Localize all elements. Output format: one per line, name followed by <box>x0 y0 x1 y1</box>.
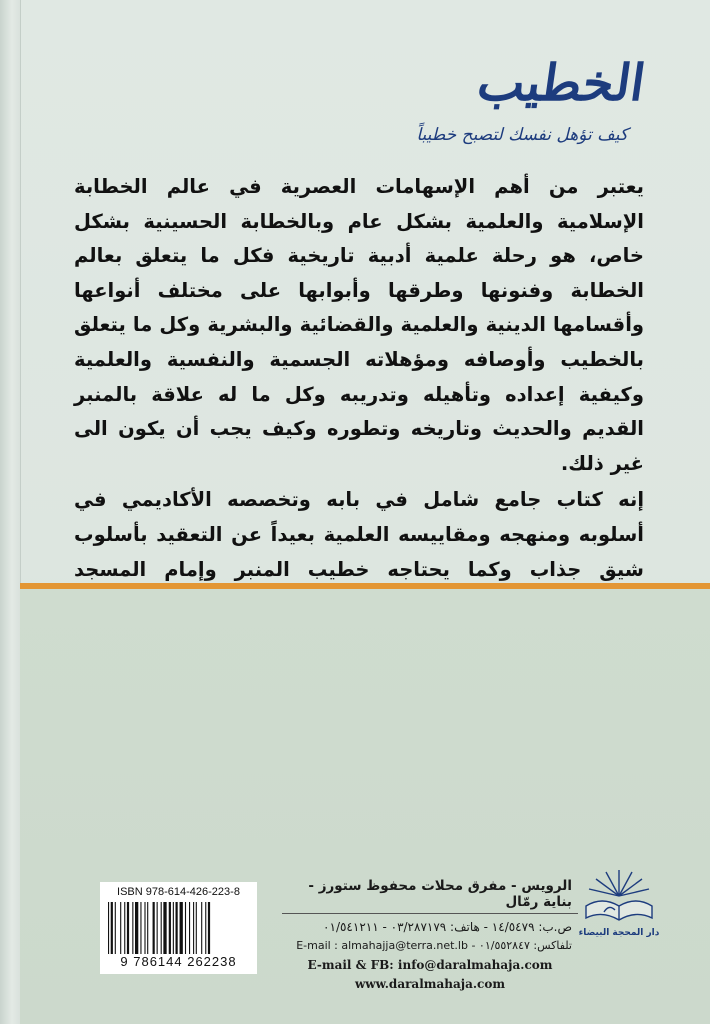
description-paragraph: إنه كتاب جامع شامل في بابه وتخصصه الأكاديمي في أسلوبه ومنهجه ومقاييسه العلمية بعيداً عن التعقيد بأسلوب شيق جذاب وكما يحتاجه خطيب المنبر وإمام المسجد <box>74 488 644 581</box>
barcode-bars <box>108 902 249 954</box>
barcode-label <box>100 882 257 974</box>
publisher-phone: ص.ب: ١٤/٥٤٧٩ - هاتف: ٠٣/٢٨٧١٧٩ - ٠١/٥٤١٢١١ <box>323 920 572 934</box>
book-title: الخطيب <box>474 53 650 112</box>
book-spine <box>0 0 21 1024</box>
isbn-number: ISBN 978-614-426-223-8 <box>117 886 240 898</box>
book-subtitle: كيف تؤهل نفسك لتصبح خطيباً <box>416 125 628 145</box>
open-book-sun-icon <box>578 866 660 928</box>
publisher-info <box>282 878 578 991</box>
publisher-website: www.daralmahaja.com <box>354 977 506 991</box>
publisher-address: الرويس - مفرق محلات محفوظ ستورز - بناية رمّال <box>282 878 578 914</box>
publisher-fax-email: تلفاكس: ٠١/٥٥٢٨٤٧ - E-mail : almahajja@terra.net.lb <box>296 939 572 952</box>
publisher-email-fb: E-mail & FB: info@daralmahaja.com <box>307 958 553 972</box>
publisher-name: دار المحجة البيضاء <box>578 928 660 938</box>
barcode-digits: 9 786144 262238 <box>120 954 237 969</box>
publisher-logo <box>578 866 660 966</box>
description-paragraph: يعتبر من أهم الإسهامات العصرية في عالم الخطابة الإسلامية والعلمية بشكل عام وبالخطابة الحسينية بشكل خاص، هو رحلة علمية أدبية تاريخية فكل ما يتعلق بعالم الخطابة وفنونها وطرقها وأبوابها على مختلف أنواعها وأقسامها الدينية والعلمية والقضائية والبشرية وكل ما يتعلق بالخطيب وأوصافه ومؤهلاته الجسمية والنفسية والعلمية وكيفية إعداده وتأهيله وتدريبه وكل ما له علاقة بالمنبر القديم والحديث وتاريخه وتطوره وكيف يجب أن يكون الى غير ذلك. <box>74 175 644 475</box>
